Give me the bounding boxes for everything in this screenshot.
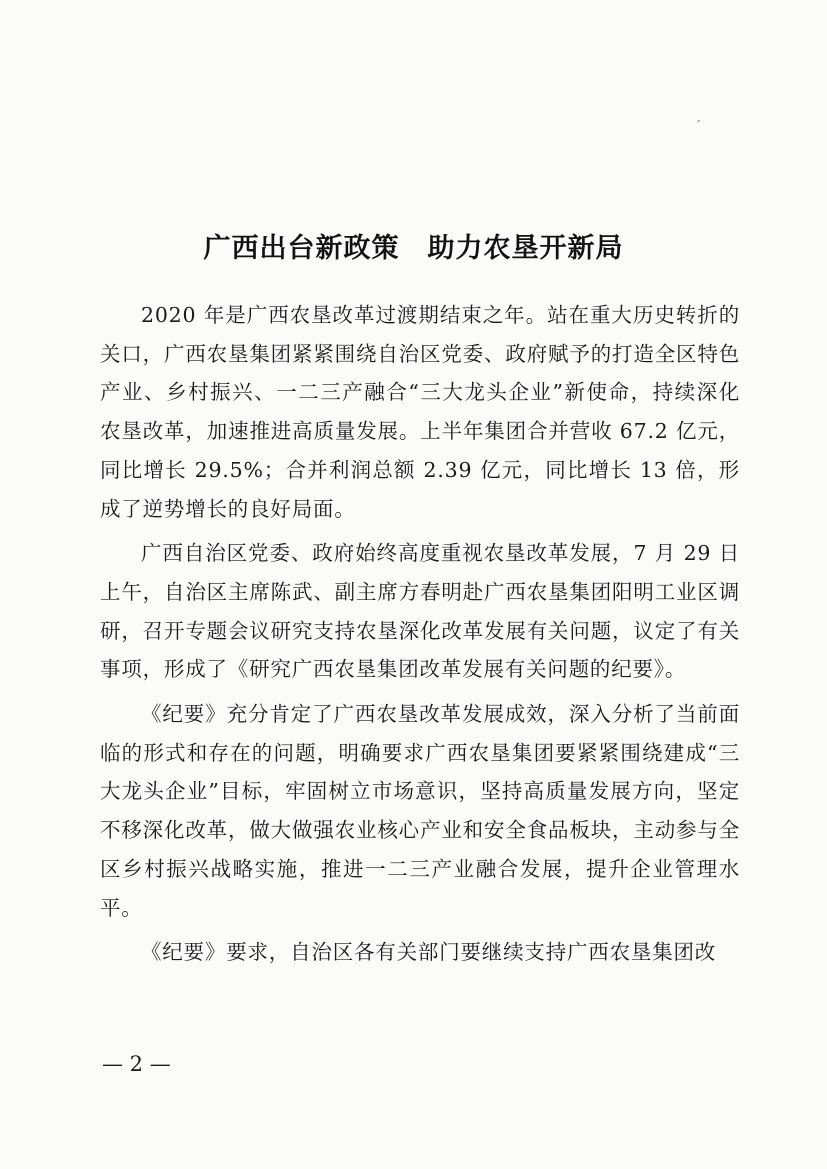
paragraph-2: 广西自治区党委、政府始终高度重视农垦改革发展，7 月 29 日上午，自治区主席陈武、副主席方春明赴广西农垦集团阳明工业区调研，召开专题会议研究支持农垦深化改革发展有关问题，议定了有关事项，形成了《研究广西农垦集团改革发展有关问题的纪要》。 [100,541,740,682]
paragraph-3: 《纪要》充分肯定了广西农垦改革发展成效，深入分析了当前面临的形式和存在的问题，明确要求广西农垦集团要紧紧围绕建成“三大龙头企业”目标，牢固树立市场意识，坚持高质量发展方向，坚定不移深化改革，做大做强农业核心产业和安全食品板块，主动参与全区乡村振兴战略实施，推进一二三产业融合发展，提升企业管理水平。 [100,702,740,920]
page-title: 广西出台新政策 助力农垦开新局 [203,233,624,265]
page-number: — 2 — [102,1052,171,1076]
article-body [100,296,740,978]
paragraph-1: 2020 年是广西农垦改革过渡期结束之年。站在重大历史转折的关口，广西农垦集团紧紧围绕自治区党委、政府赋予的打造全区特色产业、乡村振兴、一二三产融合“三大龙头企业”新使命，持续深化农垦改革，加速推进高质量发展。上半年集团合并营收 67.2 亿元，同比增长 29.5%；合并利润总额 2.39 亿元，同比增长 13 倍，形成了逆势增长的良好局面。 [100,303,740,521]
paragraph-4: 《纪要》要求，自治区各有关部门要继续支持广西农垦集团改 [141,940,717,965]
